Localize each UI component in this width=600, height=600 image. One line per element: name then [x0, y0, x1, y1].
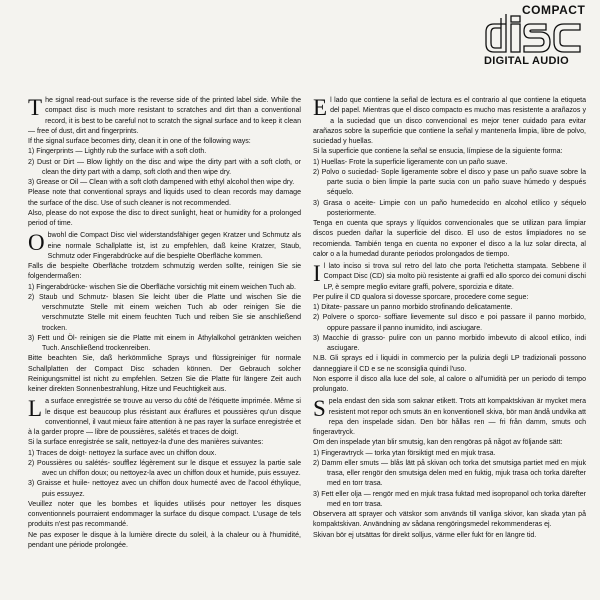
logo-compact-text: COMPACT — [522, 3, 586, 17]
logo-digital-audio-text: DIGITAL AUDIO — [484, 55, 569, 67]
italian-item-2: 2) Polvere o sporco- soffiare lievemente sul disco e poi passare il panno morbido, oppure passare il panno inumidito, indi asciugare. — [313, 314, 586, 332]
spanish-intro: l lado que contiene la señal de lectura es el contrario al que contiene la etiqueta del papel. Mientras que el disco compacto es mucho mas resistente a arañazos y a la suciedad que un disco convencional es mejor tener cuidado para evitar arañazos sobre la superficie que contiene la señal y mantenerla limpia, libre de polvo, suciedad y huellas. — [313, 97, 586, 145]
french-item-1: 1) Traces de doigt- nettoyez la surface avec un chiffon doux. — [28, 449, 217, 457]
swedish-warning: Skivan bör ej utsättas för direkt solljus, värme eller fukt för en längre tid. — [313, 531, 537, 539]
swedish-item-3: 3) Fett eller olja — rengör med en mjuk trasa fuktad med isopropanol och torka därefter med en torr trasa. — [313, 490, 586, 508]
german-item-2: 2) Staub und Schmutz- blasen Sie leicht über die Platte und wischen Sie die verschmutzte Stelle mit einem weichen Tuch ab oder reinigen Sie die verschmutzte Stelle mit einem feuchten Tuch und reiben Sie sie anschließend trocken. — [28, 293, 301, 332]
italian-note: N.B. Gli sprays ed i liquidi in commercio per la pulizia degli LP tradizionali possono danneggiare il CD e se ne sconsiglia quindi l'uso. — [313, 355, 586, 373]
french-section — [28, 397, 301, 551]
spanish-item-3: 3) Grasa o aceite- Limpie con un paño humedecido en alcohol etílico y séquelo posteriormente. — [313, 199, 586, 217]
german-item-1: 1) Fingerabdrücke- wischen Sie die Oberfläche vorsichtig mit einem weichen Tuch ab. — [28, 283, 296, 291]
italian-dropcap: I — [313, 261, 321, 286]
swedish-lead: Om den inspelade ytan blir smutsig, kan den rengöras på något av följande sätt: — [313, 439, 563, 447]
italian-warning: Non esporre il disco alla luce del sole, al calore o all'umidità per un periodo di tempo prolungato. — [313, 375, 586, 393]
english-warning: Also, please do not expose the disc to direct sunlight, heat or humidity for a prolonged period of time. — [28, 209, 301, 227]
german-note: Bitte beachten Sie, daß herkömmliche Sprays und flüssigreiniger für normale Schallplatten der Compact Disc schaden können. Der Gebrauch solcher Reinigungsmittel ist nicht zu empfehlen. Setzen Sie die Platte für längere Zeit auch keiner direkten Sonnenbestrahlung, Hitze und Feuchtigkeit aus. — [28, 355, 301, 393]
spanish-item-1: 1) Huellas- Frote la superficie ligeramente con un paño suave. — [313, 158, 508, 166]
compact-disc-logo — [484, 3, 596, 67]
italian-section — [313, 262, 586, 395]
swedish-note: Observera att sprayer och vätskor som används till vanliga skivor, kan skada ytan på kompaktskivan. Användning av sådana rengöringsmedel rekommenderas ej. — [313, 511, 586, 529]
swedish-item-2: 2) Damm eller smuts — blås lätt på skivan och torka det smutsiga partiet med en mjuk trasa, eller rengör den smutsiga delen med en fuktig, mjuk trasa och torka därefter med en torr trasa. — [313, 459, 586, 488]
french-dropcap: L — [28, 396, 43, 422]
english-section — [28, 96, 301, 229]
german-lead: Falls die bespielte Oberfläche trotzdem schmutzig werden sollte, reinigen Sie sie folgendermaßen: — [28, 263, 301, 281]
italian-lead: Per pulire il CD qualora si dovesse sporcare, procedere come segue: — [313, 293, 529, 301]
french-item-2: 2) Poussières ou salétés- soufflez légèrement sur le disque et essuyez la partie sale avec un chiffon doux; ou nettoyez-la avec un chiffon doux et humide, puis essuyez. — [28, 459, 301, 477]
english-note: Please note that conventional sprays and liquids used to clean records may damage the surface of the disc. Use of such cleaner is not recommended. — [28, 189, 301, 207]
italian-item-1: 1) Ditate- passare un panno morbido strofinando delicatamente. — [313, 304, 513, 311]
french-warning: Ne pas exposer le disque à la lumière directe du soleil, à la chaleur ou à l'humidité, pendant une période prolongée. — [28, 531, 301, 549]
swedish-intro: pela endast den sida som saknar etikett. Trots att kompaktskivan är mycket mera resistent mot repor och smuts än en konventionell skiva, bör man ändå undvika att repa den inspelade sidan. Den bör hållas ren — fri från damm, smuts och fingeravtryck. — [313, 398, 586, 436]
german-intro: bwohl die Compact Disc viel widerstandsfähiger gegen Kratzer und Schmutz als eine normale Schallplatte ist, ist zu empfehlen, daß keine Kratzer, Staub, Schmutz oder Fingerabdrücke auf die bespielte Oberfläche kommen. — [47, 232, 301, 260]
german-dropcap: O — [28, 230, 45, 256]
english-intro: he signal read-out surface is the reverse side of the printed label side. While the compact disc is much more resistant to scratches and dirt than a conventional record, it is best to be careful not to scratch the signal surface and to keep it clean — free of dust, dirt and fingerprints. — [28, 97, 301, 135]
spanish-note: Tenga en cuenta que sprays y líquidos convencionales que se utilizan para limpiar discos pueden dañar la superficie del disco. El uso de estos limpiadores no se recomienda. También tenga en cuenta no exponer el disco a la luz solar directa, al calor o a la humedad durante periodos prolongados de tiempo. — [313, 220, 586, 258]
english-item-3: 3) Grease or Oil — Clean with a soft cloth dampened with ethyl alcohol then wipe dry. — [28, 179, 295, 186]
swedish-section — [313, 397, 586, 541]
german-item-3: 3) Fett und Öl- reinigen sie die Platte mit einem in Äthylalkohol getränkten weichen Tuch. Anschließend trockenreiben. — [28, 334, 301, 352]
english-item-1: 1) Fingerprints — Lightly rub the surface with a soft cloth. — [28, 148, 207, 156]
spanish-item-2: 2) Polvo o suciedad- Sople ligeramente sobre el disco y pase un paño suave sobre la parte sucia o bien limpie la parte sucia con un paño suave húmedo y después séquelo. — [313, 168, 586, 197]
french-lead: Si la surface enregistrée se salit, nettoyez-la d'une des manières suivantes: — [28, 439, 264, 447]
left-column — [28, 96, 301, 596]
instruction-text — [28, 96, 586, 596]
french-item-3: 3) Graisse et huile- nettoyez avec un chiffon doux humecté avec de l'acool éthylique, puis essuyez. — [28, 480, 301, 498]
spanish-lead: Si la superficie que contiene la señal se ensucia, límpiese de la siguiente forma: — [313, 148, 563, 156]
italian-item-3: 3) Macchie di grasso- pulire con un panno morbido imbevuto di alcool etilico, indi asciugare. — [313, 334, 586, 352]
italian-intro: l lato inciso si trova sul retro del lato che porta l'etichetta stampata. Sebbene il Compact Disc (CD) sia molto più resistente ai graffi ed allo sporco dei comuni dischi LP, è sempre meglio evitare graffi, polvere, sporcizia e ditate. — [323, 263, 586, 291]
swedish-item-1: 1) Fingeravtryck — torka ytan försiktigt med en mjuk trasa. — [313, 449, 496, 457]
german-section — [28, 231, 301, 395]
french-note: Veuillez noter que les bombes et liquides utilisés pour nettoyer les disques conventionnels pourraient endommager la surface du disque compact. L'usage de tels produits n'est pas recommandé. — [28, 500, 301, 529]
right-column — [313, 96, 586, 596]
spanish-section — [313, 96, 586, 260]
french-intro: a surface enregistrée se trouve au verso du côté de l'étiquette imprimée. Même si le disque est beaucoup plus résistant aux éraflures et poussières qu'un disque conventionnel, il vaut mieux faire attention à ne pas rayer la surface enregistrée et à la garder propre — libre de poussières, salétés et traces de doigt. — [28, 398, 301, 436]
spanish-dropcap: E — [313, 96, 328, 120]
swedish-dropcap: S — [313, 396, 326, 422]
english-item-2: 2) Dust or Dirt — Blow lightly on the disc and wipe the dirty part with a soft cloth, or clean the dirty part with a damp, soft cloth and then wipe dry. — [28, 158, 301, 176]
english-dropcap: T — [28, 96, 43, 120]
english-lead: If the signal surface becomes dirty, clean it in one of the following ways: — [28, 138, 251, 145]
